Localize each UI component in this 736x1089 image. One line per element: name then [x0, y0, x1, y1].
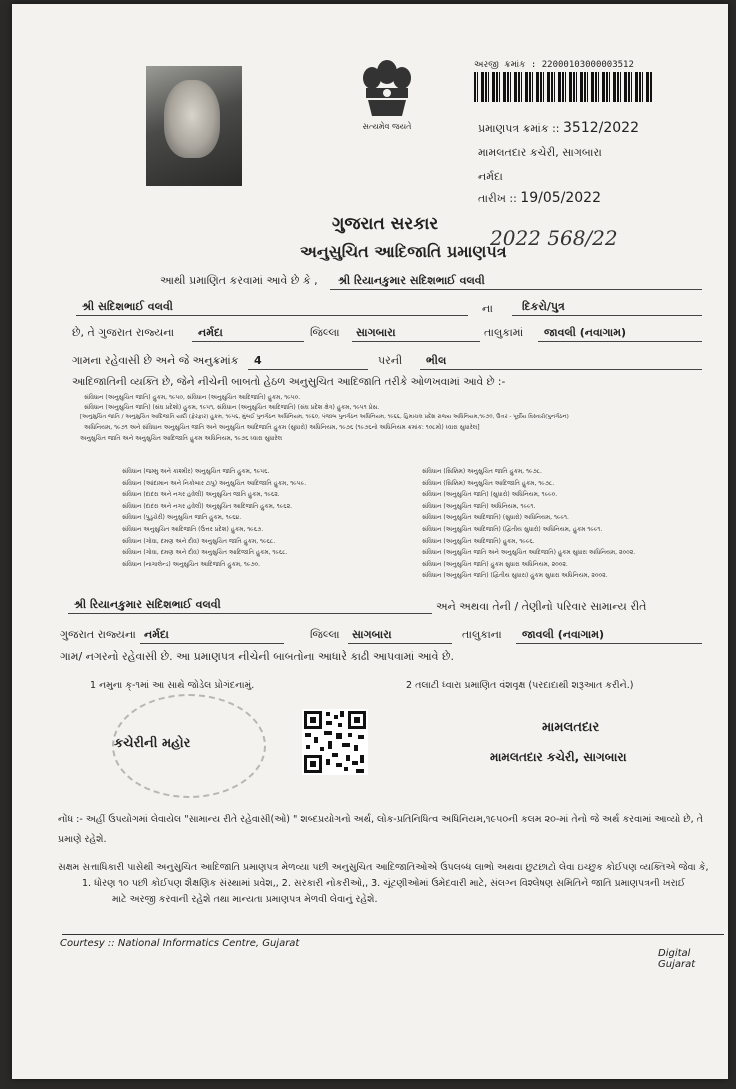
note-2: સક્ષમ સત્તાધિકારી પાસેથી અનુસુચિત આદિજાતિ પ્રમાણપત્ર મેળવ્યા પછી અનુસુચિત આદિજાતિઓએ ઉપલબ્ધ લાભો અથવા છુટછાટો લેવા ઇચ્છુક કોઈપણ વ્યક્તિએ જેવા કે, [58, 862, 709, 873]
signatory-office: મામલતદાર કચેરી, સાગબારા [490, 750, 627, 764]
issuing-district: નર્મદા [478, 170, 503, 183]
certify-text: આથી પ્રમાણિત કરવામાં આવે છે કે , [160, 274, 318, 287]
note-2-cont: માટે અરજી કરવાની રહેશે તથા માન્યતા પ્રમાણપત્ર મેળવી લેવાનું રહેશે. [112, 894, 378, 905]
order-item: સંવિધાન (નાગાલેન્ડ) અનુસુચિત આદિજાતિ હુકમ, ૧૯૭૦. [122, 560, 261, 568]
residence-district-label: જિલ્લા [310, 628, 340, 641]
residence-text: અને અથવા તેની / તેણીનો પરિવાર સામાન્ય રીતે [436, 600, 647, 613]
residence-state: ગુજરાત રાજ્યના [60, 628, 136, 641]
certificate-number-row [478, 120, 639, 136]
issue-date-row [478, 190, 601, 206]
emblem-motto: સત્યમેવ જયતે [362, 122, 412, 131]
applicant-name: શ્રી રિયાનકુમાર સદિશભાઈ વલવી [338, 274, 485, 287]
order-item: સંવિધાન (અનુસુચિત આદિજાતિ) (દ્વિતીય સુધારો) અધિનિયમ, હુકમ ૧૯૯૧. [422, 525, 603, 533]
application-number: અરજી ક્રમાંક : 22000103000003512 [474, 60, 634, 70]
of-label: ના [482, 302, 493, 315]
order-item: સંવિધાન (ગોવા, દમણ અને દીવ) અનુસુચિત આદિજાતિ હુકમ, ૧૯૬૮. [122, 549, 288, 557]
district-value: નર્મદા [198, 326, 223, 339]
courtesy-text: Courtesy :: National Informatics Centre, Gujarat [60, 938, 300, 949]
order-item: સંવિધાન (અનુસુચિત જાતિ અને અનુસુચિત આદિજાતિ) હુકમ સુધારા અધિનિયમ, ૨૦૦૨. [422, 549, 636, 557]
certificate-title: અનુસુચિત આદિજાતિ પ્રમાણપત્ર [300, 242, 507, 261]
order-item: સંવિધાન (દાદરા અને નગર હવેલી) અનુસુચિત જાતિ હુકમ, ૧૯૬૨. [122, 491, 280, 499]
order-item: સંવિધાન (જમ્મુ અને કાશ્મીર) અનુસુચિત જાતિ હુકમ, ૧૯૫૬. [122, 468, 270, 475]
date-value: 19/05/2022 [520, 190, 601, 206]
residence-district: નર્મદા [144, 628, 169, 641]
note-2-items: 1. ધોરણ ૧૦ પછી કોઈપણ શૈક્ષણિક સંસ્થામાં પ્રવેશ,, 2. સરકારી નોકરીઓ,, 3. ચૂંટણીઓમાં ઉમેદવારી માટે, સંલગ્ન વિશ્લેષણ સમિતિને જાતિ પ્રમાણપત્રની ખરાઈ [82, 878, 686, 889]
serial-number: 4 [254, 354, 262, 367]
residence-taluka: જાવલી (નવાગામ) [522, 628, 605, 641]
qr-code [302, 709, 368, 775]
taluka-label: તાલુકામાં [484, 326, 524, 339]
residence-basis-text: ગામ/ નગરનો રહેવાસી છે. આ પ્રમાણપત્ર નીચેની બાબતોના આધારે કાઢી આપવામાં આવે છે. [60, 650, 455, 663]
legal-line: અનુસુચિત જાતિ અને અનુસુચિત આદિજાતિ હુકમ અધિનિયમ, ૧૯૭૬ ધ્વારા સુધારેલ [80, 435, 283, 442]
orders-list-right [422, 466, 635, 582]
residence-taluka-label: તાલુકાના [462, 628, 502, 641]
district2-value: સાગબારા [356, 326, 396, 339]
applicant-photo [146, 66, 242, 186]
govt-title: ગુજરાત સરકાર [332, 214, 439, 234]
resident-name: શ્રી રિયાનકુમાર સદિશભાઈ વલવી [74, 598, 221, 611]
father-name: શ્રી સદિશભાઈ વલવી [82, 300, 173, 313]
brand-text: Digital Gujarat [658, 948, 696, 970]
issuing-office: મામલતદાર કચેરી, સાગબારા [478, 146, 602, 159]
order-item: સંવિધાન (અનુસુચિત આદિજાતિ) (સુધારો) અધિનિયમ, ૧૯૯૧. [422, 514, 569, 522]
taluka-value: જાવલી (નવાગામ) [544, 326, 627, 339]
district-label: જિલ્લા [310, 326, 340, 339]
order-item: સંવિધાન (અનુસુચિત જાતિ) (સુધારો) અધિનિયમ, ૧૯૯૦. [422, 491, 558, 499]
order-item: સંવિધાન (સિક્કિમ) અનુસુચિત આદિજાતિ હુકમ, ૧૯૭૮. [422, 479, 555, 487]
note-1: નોંધ :- અહીં ઉપયોગમાં લેવાયેલ "સામાન્ય રીતે રહેવાસી(ઓ) " શબ્દપ્રયોગનો અર્થ, લોક-પ્રતિનિધિત્વ અધિનિયમ,૧૯૫૦ની કલમ ૨૦-માં તેનો જે અર્થ કરવામાં આવ્યો છે, તે [58, 814, 703, 825]
state-text: છે, તે ગુજરાત રાજ્યના [72, 326, 175, 339]
order-item: સંવિધાન અનુસુચિત આદિજાતિ (ઉત્તર પ્રદેશ) હુકમ, ૧૯૬૭. [122, 525, 264, 533]
order-item: સંવિધાન (પુડુચેરી) અનુસુચિત જાતિ હુકમ, ૧૯૬૪. [122, 514, 242, 522]
certificate-page [12, 4, 728, 1079]
date-label: તારીખ :: [478, 192, 517, 205]
order-item: સંવિધાન (દાદરા અને નગર હવેલી) અનુસુચિત આદિજાતિ હુકમ, ૧૯૬૨. [122, 502, 293, 510]
handwritten-note: 2022 568/22 [490, 226, 618, 250]
legal-line: સંવિધાન (અનુસુચિત જાતિ) હુકમ, ૧૯૫૦, સંવિધાન (અનુસુચિત આદિજાતિ) હુકમ, ૧૯૫૦. [84, 394, 301, 401]
legal-line: સંવિધાન (અનુસુચિત જાતિ) (સંઘ પ્રદેશો) હુકમ, ૧૯૫૧, સંવિધાન (અનુસુચિત આદિજાતિ) (સંઘ પ્રદેશ ક્ષેત્ર) હુકમ, ૧૯૫૧ પ્રેસ. [84, 404, 380, 411]
note-1-cont: પ્રમાણે રહેશે. [58, 834, 107, 845]
order-item: સંવિધાન (અનુસુચિત જાતિ) (દ્વિતીય સુધારા) હુકમ સુધારા અધિનિયમ, ૨૦૦૨. [422, 572, 608, 580]
legal-line: [અનુસુચિત જાતિ / અનુસુચિત આદિજાતિ યાદી (ફેરફાર) હુકમ, ૧૯૫૬, મુંબઈ પુનર્ગઠન અધિનિયમ, ૧૯૬૦, પંજાબ પુનર્ગઠન અધિનિયમ, ૧૯૬૬, હિમાચલ પ્રદેશ રાજ્ય અધિનિયમ,૧૯૭૦, ઉત્તર - પૂર્વીય વિસ્તારો(પુનર્ગઠન) [80, 414, 569, 420]
cert-no-label: પ્રમાણપત્ર ક્રમાંક :: [478, 122, 560, 135]
tribe-value: ભીલ [426, 354, 447, 367]
stamp-label: કચેરીની મહોર [114, 736, 191, 751]
upon-label: પરની [378, 354, 403, 367]
order-item: સંવિધાન (અનુસુચિત જાતિ) અધિનિયમ, ૧૯૯૧. [422, 502, 536, 510]
village-text: ગામના રહેવાસી છે અને જે અનુક્રમાંક [72, 354, 239, 367]
tribe-text: આદિજાતિની વ્યક્તિ છે, જેને નીચેની બાબતો હેઠળ અનુસુચિત આદિજાતિ તરીકે ઓળખવામાં આવે છે :- [72, 376, 506, 388]
legal-line: અધિનિયમ, ૧૯૭૧ અને સંવિધાન અનુસુચિત જાતિ અને અનુસુચિત આદિજાતિ હુકમ (સુધારો) અધિનિયમ, ૧૯૭૬ (૧૯૭૬નો અધિનિયમ ક્રમાંક: ૧૦૮મો) ધ્વારા સુધારેલ] [84, 424, 480, 431]
order-item: સંવિધાન (આંદામાન અને નિકોબાર ટાપુ) અનુસુચિત આદિજાતિ હુકમ, ૧૯૫૯. [122, 479, 307, 487]
relation: દિકરો/પુત્ર [522, 300, 565, 313]
cert-no-value: 3512/2022 [563, 120, 639, 136]
orders-list-left [122, 466, 306, 570]
order-item: સંવિધાન (સિક્કિમ) અનુસુચિત જાતિ હુકમ, ૧૯૭૮. [422, 468, 542, 475]
footer-divider [62, 934, 724, 935]
signatory-title: મામલતદાર [542, 720, 600, 735]
basis-item-1: 1 નમુના ક્-૧માં આ સાથે જોડેલ પ્રોગંદનામું. [90, 680, 255, 691]
order-item: સંવિધાન (અનુસુચિત જાતિ) હુકમ સુધારા અધિનિયમ, ૨૦૦૨. [422, 560, 568, 568]
order-item: સંવિધાન (અનુસુચિત આદિજાતિ) હુકમ, ૧૯૯૬. [422, 537, 535, 545]
residence-district2: સાગબારા [352, 628, 392, 641]
order-item: સંવિધાન (ગોવા, દમણ અને દીવ) અનુસુચિત જાતિ હુકમ, ૧૯૬૮. [122, 537, 276, 545]
barcode [474, 72, 652, 102]
basis-item-2: 2 તલાટી ધ્વારા પ્રમાણિત વંશવૃક્ષ (પરદાદાથી શરૂઆત કરીને.) [406, 680, 634, 691]
